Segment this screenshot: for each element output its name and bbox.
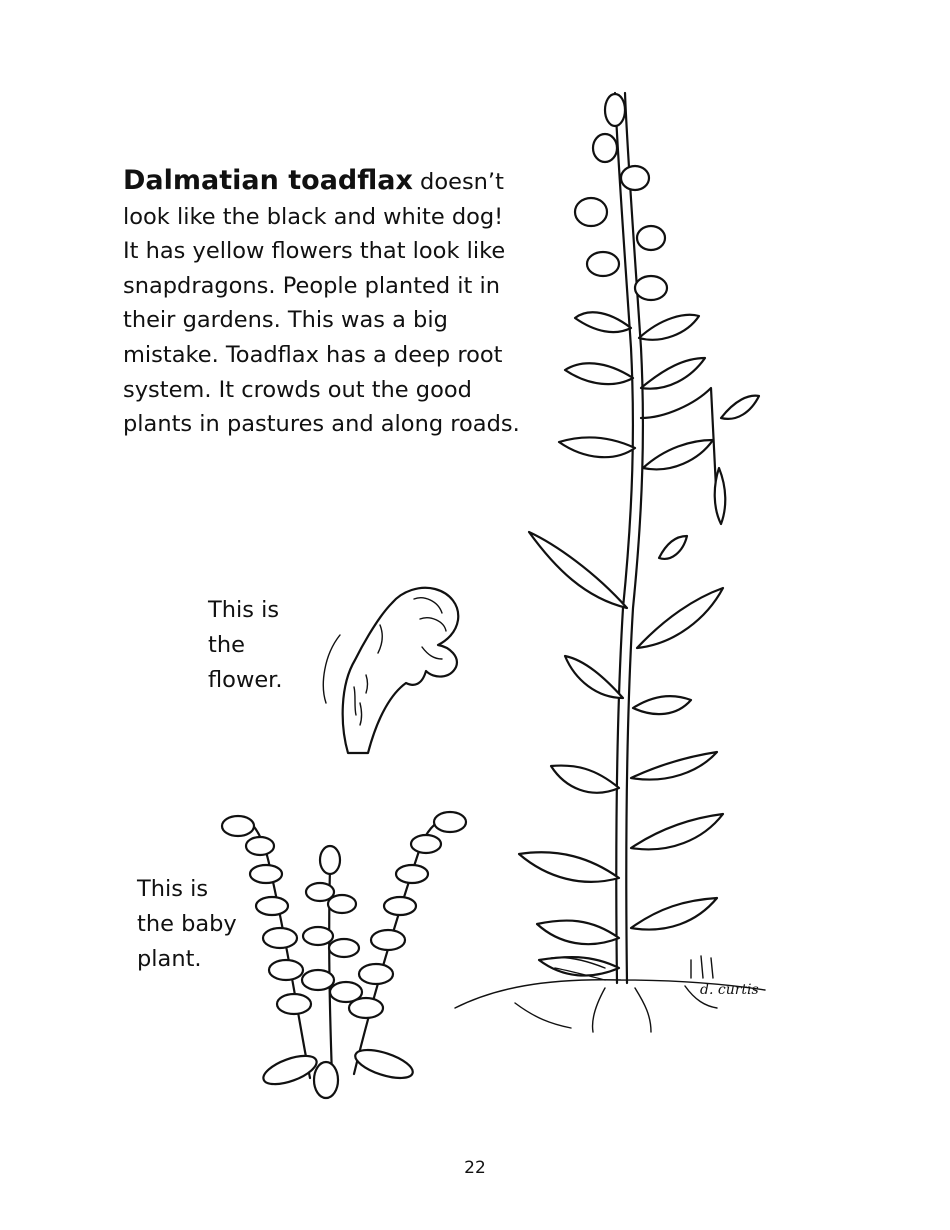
intro-text: doesn’t look like the black and white dog! It has yellow flowers that look like snapdragons. People planted it in their gardens. This was a big mistake. Toadflax has a deep root system. It crowds out the good plants in pastures and along roads. [123,169,520,438]
flower-caption [208,593,283,698]
baby-caption-line: This is [137,876,209,902]
mature-plant-illustration [455,88,785,1033]
intro-term: Dalmatian toadflax [123,165,413,196]
flower-caption-line: the [208,632,245,658]
baby-caption-line: plant. [137,946,202,972]
flower-caption-line: This is [208,597,280,623]
artist-signature: d. curtis [700,982,759,998]
baby-plant-illustration [220,808,480,1100]
flower-caption-line: flower. [208,667,283,693]
baby-caption-line: the baby [137,911,237,937]
page-number: 22 [464,1158,486,1178]
